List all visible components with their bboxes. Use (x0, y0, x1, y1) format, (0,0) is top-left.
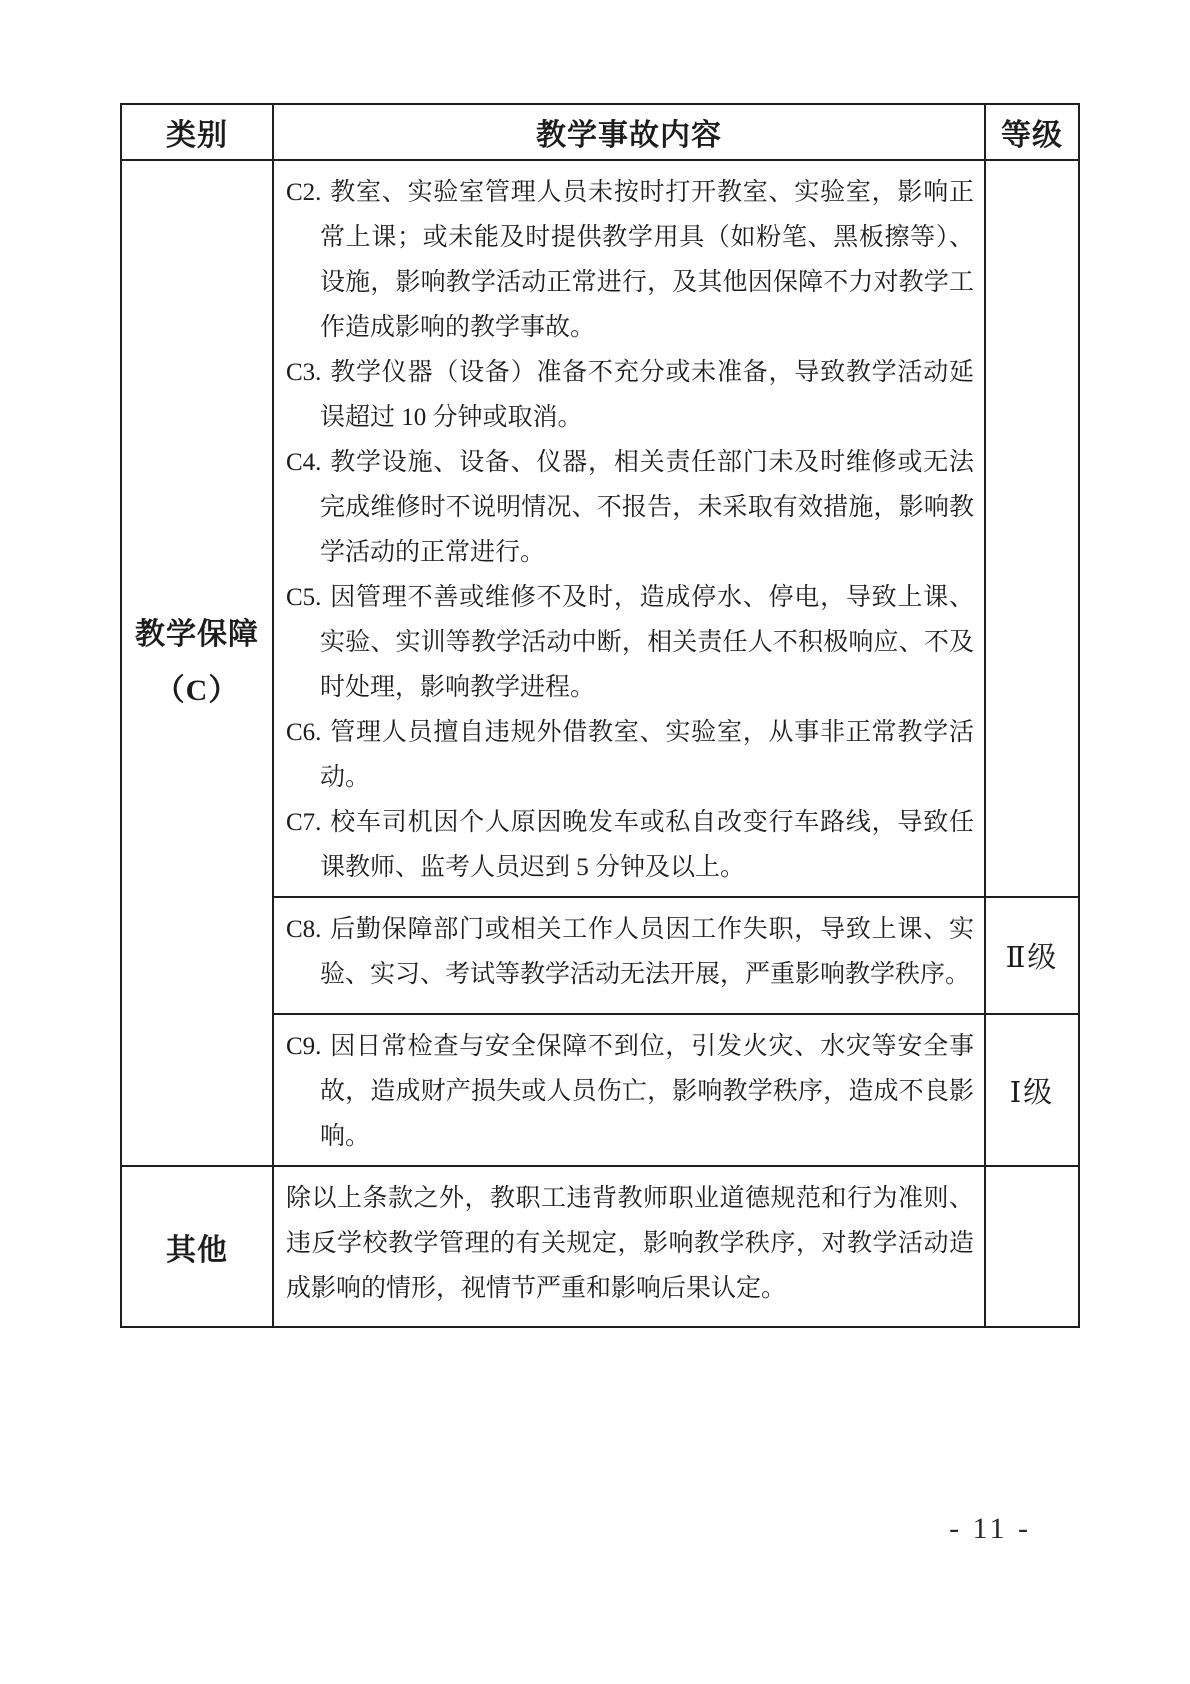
level-cell-grade-2: Ⅱ级 (985, 897, 1079, 1014)
item-text: 校车司机因个人原因晚发车或私自改变行车路线，导致任课教师、监考人员迟到 5 分钟及以上。 (320, 809, 974, 881)
item-text: 因管理不善或维修不及时，造成停水、停电，导致上课、实验、实训等教学活动中断，相关责任人不积极响应、不及时处理，影响教学进程。 (320, 584, 974, 701)
table-row-c2-c7 (121, 160, 1079, 897)
category-label-line1: 教学保障 (135, 618, 259, 651)
item-text: 管理人员擅自违规外借教室、实验室，从事非正常教学活动。 (320, 719, 974, 791)
item-prefix: C2. (286, 179, 322, 206)
item-prefix: C6. (286, 719, 322, 746)
header-accident-content: 教学事故内容 (273, 104, 985, 160)
item-prefix: C7. (286, 809, 322, 836)
item-prefix: C4. (286, 449, 322, 476)
item-text: 教学仪器（设备）准备不充分或未准备，导致教学活动延误超过 10 分钟或取消。 (320, 359, 974, 431)
accident-item-c8 (286, 907, 974, 997)
teaching-accident-table (120, 103, 1080, 1328)
item-prefix: C8. (286, 916, 322, 943)
header-category: 类别 (121, 104, 273, 160)
content-cell-c2-c7 (273, 160, 985, 897)
table-row-other (121, 1166, 1079, 1327)
content-cell-c8 (273, 897, 985, 1014)
header-level: 等级 (985, 104, 1079, 160)
accident-item-other: 除以上条款之外，教职工违背教师职业道德规范和行为准则、违反学校教学管理的有关规定，影响教学秩序，对教学活动造成影响的情形，视情节严重和影响后果认定。 (286, 1185, 974, 1302)
item-text: 教室、实验室管理人员未按时打开教室、实验室，影响正常上课；或未能及时提供教学用具（如粉笔、黑板擦等）、设施，影响教学活动正常进行，及其他因保障不力对教学工作造成影响的教学事故。 (320, 179, 974, 341)
accident-item-c5 (286, 575, 974, 710)
item-prefix: C5. (286, 584, 322, 611)
level-cell-grade-1: Ⅰ级 (985, 1014, 1079, 1166)
accident-item-c3 (286, 350, 974, 440)
content-cell-c9 (273, 1014, 985, 1166)
page-number: - 11 - (949, 1512, 1031, 1545)
table-header-row (121, 104, 1079, 160)
item-prefix: C9. (286, 1033, 322, 1060)
accident-item-c2 (286, 170, 974, 350)
accident-item-c9 (286, 1024, 974, 1159)
accident-item-c6 (286, 710, 974, 800)
item-text: 教学设施、设备、仪器，相关责任部门未及时维修或无法完成维修时不说明情况、不报告，未采取有效措施，影响教学活动的正常进行。 (320, 449, 974, 566)
accident-item-c4 (286, 440, 974, 575)
category-cell-teaching-support (121, 160, 273, 1166)
category-cell-other: 其他 (121, 1166, 273, 1327)
item-text: 后勤保障部门或相关工作人员因工作失职，导致上课、实验、实习、考试等教学活动无法开展，严重影响教学秩序。 (320, 916, 974, 988)
category-label-line2: （C） (154, 674, 240, 707)
level-cell-empty (985, 160, 1079, 897)
accident-item-c7 (286, 800, 974, 890)
content-cell-other (273, 1166, 985, 1327)
item-prefix: C3. (286, 359, 322, 386)
level-cell-empty (985, 1166, 1079, 1327)
item-text: 因日常检查与安全保障不到位，引发火灾、水灾等安全事故，造成财产损失或人员伤亡，影响教学秩序，造成不良影响。 (320, 1033, 974, 1150)
